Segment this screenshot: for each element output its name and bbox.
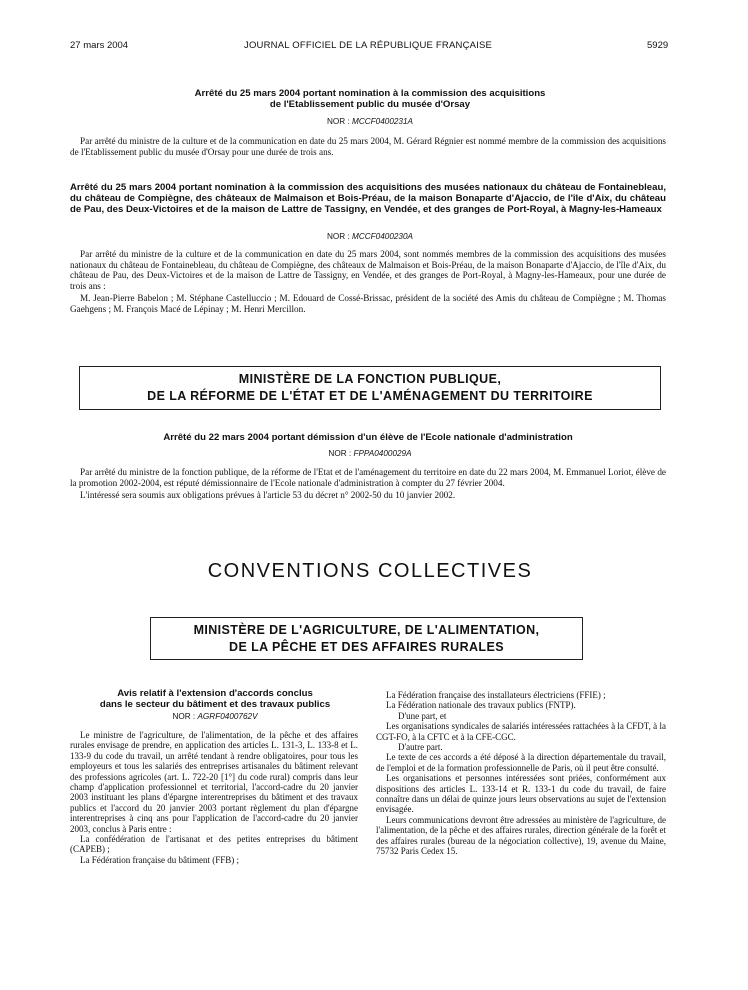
nor-label: NOR : [326,232,350,241]
paragraph: Leurs communications devront être adressées au ministère de l'agriculture, de l'alimentation, de la pêche et des affaires rurales, direction générale de la forêt et des affaires rurales (bureau de la négociation collective), 19, avenue du Maine, 75732 Paris Cedex 15. [376,814,666,857]
avis-title-line1: Avis relatif à l'extension d'accords conclus [117,688,313,699]
arrete2-nor [300,232,440,241]
journal-title: JOURNAL OFFICIEL DE LA RÉPUBLIQUE FRANÇAISE [244,40,493,51]
ministry-fonction-publique-box [79,366,661,410]
paragraph: D'une part, et [398,710,447,721]
paragraph: Par arrêté du ministre de la culture et de la communication en date du 25 mars 2004, M. Gérard Régnier est nommé membre de la commission des acquisitions de l'Etablissement public du musée d'Orsay pour une durée de trois ans. [70,136,666,157]
paragraph: Par arrêté du ministre de la fonction publique, de la réforme de l'Etat et de l'aménagement du territoire en date du 22 mars 2004, M. Emmanuel Loriot, élève de la promotion 2002-2004, est réputé démissionnaire de l'Ecole nationale d'administration à compter du 27 février 2004. [70,467,666,488]
nor-label: NOR : [172,712,196,721]
paragraph: M. Jean-Pierre Babelon ; M. Stéphane Castelluccio ; M. Edouard de Cossé-Brissac, président de la société des Amis du château de Compiègne ; M. Thomas Gaehgens ; M. François Macé de Lépinay ; M. Henri Mercillon. [70,293,666,314]
avis-title-line2: dans le secteur du bâtiment et des travaux publics [99,699,331,710]
ministry-line2: DE LA RÉFORME DE L'ÉTAT ET DE L'AMÉNAGEMENT DU TERRITOIRE [147,389,593,403]
nor-code: AGRF0400762V [197,712,258,721]
nor-code: FPPA0400029A [353,449,412,458]
ministry-agriculture-box [150,617,583,660]
page-number: 5929 [647,40,669,51]
arrete2-text [70,249,666,315]
paragraph: Les organisations et personnes intéressées sont priées, conformément aux dispositions des articles L. 133-14 et R. 133-1 du code du travail, de faire connaître dans un délai de quinze jours leurs observations au sujet de l'extension envisagée. [376,773,666,815]
avis-nor [145,712,285,721]
nor-label: NOR : [328,449,352,458]
paragraph: Les organisations syndicales de salariés intéressées rattachées à la CFDT, à la CGT-FO, à la CFTC et à la CFE-CGC. [376,721,666,742]
conventions-heading: CONVENTIONS COLLECTIVES [207,560,533,582]
arrete3-nor [300,449,440,458]
paragraph: Par arrêté du ministre de la culture et de la communication en date du 25 mars 2004, sont nommés membres de la commission des acquisitions des musées nationaux du château de Fontainebleau, du château de Compiègne, des châteaux de Malmaison et Bois-Préau, de la maison Bonaparte d'Ajaccio, de l'île d'Aix, du château de Pau, des Deux-Victoires et de la maison de Lattre de Tassigny, en Vendée, et des granges de Port-Royal, à Magny-les-Hameaux, pour une durée de trois ans : [70,249,666,291]
paragraph: La confédération de l'artisanat et des petites entreprises du bâtiment (CAPEB) ; [70,834,358,855]
nor-code: MCCF0400231A [352,117,413,126]
avis-title [70,688,360,710]
arrete2-title: Arrêté du 25 mars 2004 portant nomination à la commission des acquisitions des musées nationaux du château de Fontainebleau, du château de Compiègne, des châteaux de Malmaison et Bois-Préau, de la maison Bonaparte d'Ajaccio, de l'île d'Aix, du château de Pau, des Deux-Victoires et de la maison de Lattre de Tassigny, en Vendée, et des granges de Port-Royal, à Magny-les-Hameaux [70,182,666,215]
paragraph: Le ministre de l'agriculture, de l'alimentation, de la pêche et des affaires rurales envisage de prendre, en application des articles L. 131-3, L. 133-8 et L. 133-9 du code du travail, un arrêté tendant à rendre obligatoires, pour tous les employeurs et tous les salariés des entreprises artisanales du bâtiment relevant des professions agricoles (art. L. 722-20 [1°] du code rural) compris dans leur champ d'application professionnel et territorial, l'accord-cadre du 20 janvier 2003 instituant les plans d'épargne interentreprises du bâtiment et des travaux publics et l'accord du 20 janvier 2003 portant règlement du plan d'épargne interentreprises à cinq ans pour l'application de l'accord-cadre du 20 janvier 2003, conclus à Paris entre : [70,730,358,834]
avis-right-column [376,690,666,857]
arrete3-title: Arrêté du 22 mars 2004 portant démission d'un élève de l'Ecole nationale d'administration [163,432,573,443]
paragraph: L'intéressé sera soumis aux obligations prévues à l'article 53 du décret n° 2002-50 du 10 janvier 2002. [80,490,456,501]
arrete3-text [70,467,666,501]
ministry-line1: MINISTÈRE DE L'AGRICULTURE, DE L'ALIMENTATION, [193,623,540,637]
arrete1-title-line1: Arrêté du 25 mars 2004 portant nomination à la commission des acquisitions [194,88,546,99]
ministry-line1: MINISTÈRE DE LA FONCTION PUBLIQUE, [238,372,502,386]
arrete1-title-line2: de l'Etablissement public du musée d'Orsay [269,99,471,110]
paragraph: La Fédération française du bâtiment (FFB) ; [80,854,239,865]
header-date: 27 mars 2004 [70,40,129,51]
paragraph: La Fédération française des installateurs électriciens (FFIE) ; [386,690,606,700]
paragraph: Le texte de ces accords a été déposé à la direction départementale du travail, de l'emploi et de la formation professionnelle de Paris, où il peut être consulté. [376,752,666,773]
paragraph: D'autre part. [398,742,443,753]
nor-code: MCCF0400230A [352,232,413,241]
avis-left-column [70,730,358,865]
ministry-line2: DE LA PÊCHE ET DES AFFAIRES RURALES [229,640,504,654]
paragraph: La Fédération nationale des travaux publics (FNTP). [386,700,576,711]
arrete1-nor [300,117,440,126]
arrete1-text [70,136,666,157]
nor-label: NOR : [326,117,350,126]
arrete1-title [150,88,590,110]
